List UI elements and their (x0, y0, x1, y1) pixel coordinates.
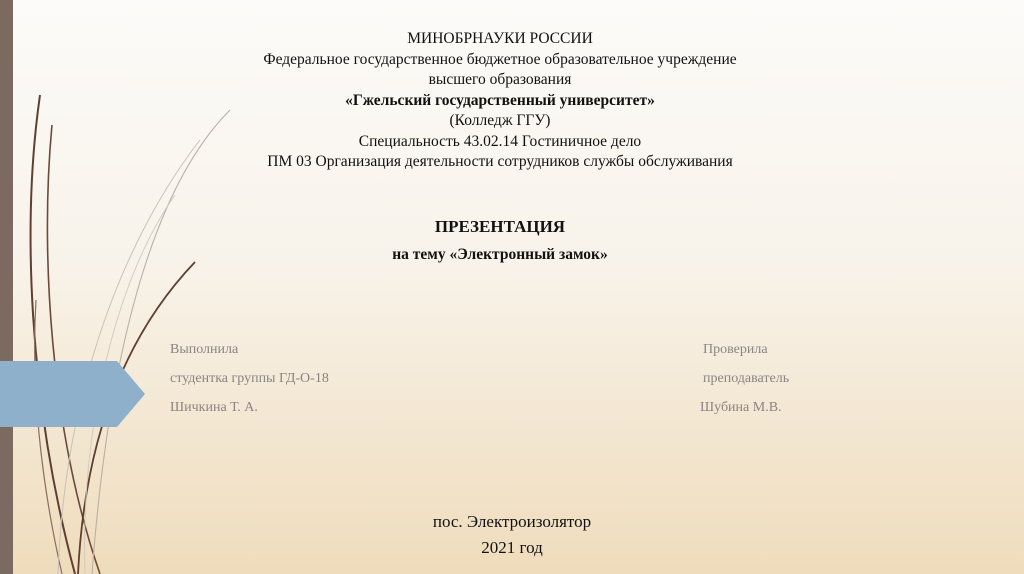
curve-dark-3 (35, 300, 62, 574)
presentation-topic: на тему «Электронный замок» (392, 246, 608, 263)
reviewer-label: Проверила (703, 342, 768, 357)
reviewer-name: Шубина М.В. (700, 400, 782, 415)
presentation-heading: ПРЕЗЕНТАЦИЯ (434, 217, 566, 236)
ministry-line: МИНОБРНАУКИ РОССИИ (407, 30, 593, 47)
arrow-shape-icon (0, 361, 145, 427)
institution-type-line: Федеральное государственное бюджетное образовательное учреждение (263, 50, 737, 68)
author-block (170, 340, 329, 427)
footer-block (362, 509, 662, 561)
college-name: (Колледж ГГУ) (449, 112, 551, 129)
curve-dark-2 (47, 125, 100, 574)
author-label: Выполнила (170, 342, 239, 357)
author-name: Шичкина Т. А. (170, 400, 258, 415)
specialty-line: Специальность 43.02.14 Гостиничное дело (358, 132, 642, 150)
header-block (200, 29, 800, 173)
education-level-line: высшего образования (428, 71, 572, 88)
footer-place: пос. Электроизолятор (432, 512, 592, 531)
footer-year: 2021 год (481, 538, 543, 557)
reviewer-block (700, 340, 790, 427)
author-role: студентка группы ГД-О-18 (170, 371, 329, 386)
title-block (200, 216, 800, 266)
reviewer-role: преподаватель (703, 371, 790, 386)
module-line: ПМ 03 Организация деятельности сотрудников службы обслуживания (267, 153, 733, 170)
university-name: «Гжельский государственный университет» (345, 91, 655, 109)
